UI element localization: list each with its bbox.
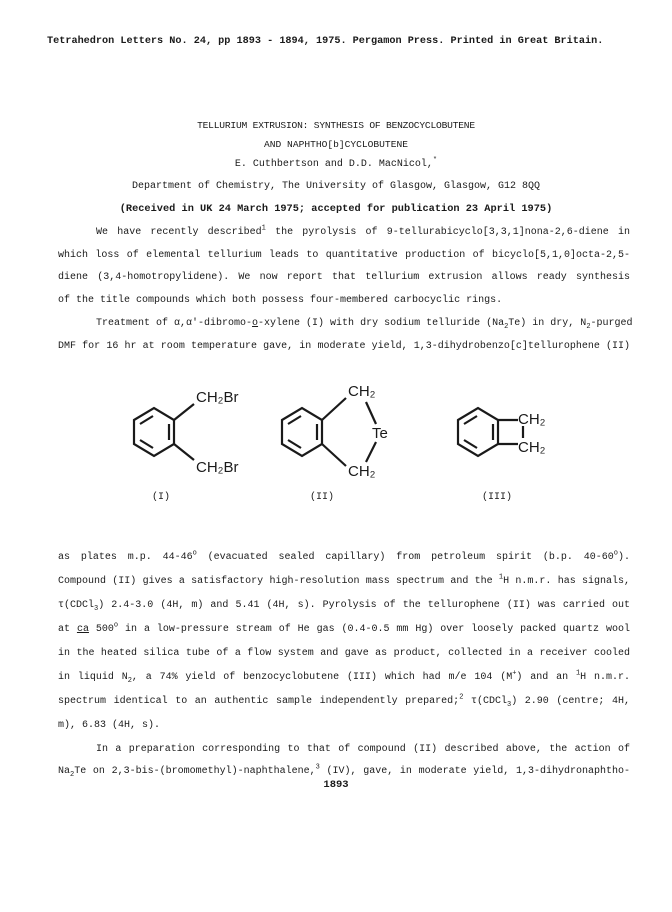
structure-III-bottom-group: CH₂ xyxy=(518,439,546,456)
para3-line5: in the heated silica tube of a flow system and gave as product, collected in a receiver cooled xyxy=(58,648,630,659)
structure-I xyxy=(134,404,194,460)
chemical-structures-figure xyxy=(120,372,560,512)
received-dates: (Received in UK 24 March 1975; accepted for publication 23 April 1975) xyxy=(119,203,553,215)
structure-II-bottom-group: CH₂ xyxy=(348,463,376,480)
para3-line7: spectrum identical to an authentic sample independently prepared;$^2$ τ(CDCl$_3$) 2.90 (centre; 4H, xyxy=(58,693,630,709)
corresponding-author-mark: * xyxy=(432,156,438,165)
para3-line6: in liquid $N_2$, a 74% yield of benzocyclobutene (III) which had m/e 104 (M+) and an $^1$H n.m.r. xyxy=(58,669,631,685)
label-compound-III: (III) xyxy=(482,492,513,503)
para3-line4: at ca 500$^o$ in a low-pressure stream of He gas (0.4-0.5 mm Hg) over loosely packed quartz wool xyxy=(58,621,630,635)
structure-III xyxy=(458,408,523,456)
ref-1: 1 xyxy=(261,224,266,233)
label-compound-I: (I) xyxy=(152,492,171,503)
para1-line3: diene (3,4-homotropylidene). We now report that tellurium extrusion allows ready synthesis xyxy=(58,272,630,283)
para4-line2: $Na_2Te$ on 2,3-bis-(bromomethyl)-naphthalene,$^3$ (IV), gave, in moderate yield, 1,3-dihydronaphtho- xyxy=(58,763,630,779)
para3-line3: τ(CDCl$_3$) 2.4-3.0 (4H, m) and 5.41 (4H, s). Pyrolysis of the tellurophene (II) was carried out xyxy=(58,600,630,613)
para4-line1: In a preparation corresponding to that of compound (II) described above, the action of xyxy=(96,744,630,755)
affiliation: Department of Chemistry, The University of Glasgow, Glasgow, G12 8QQ xyxy=(131,181,541,192)
journal-header: Tetrahedron Letters No. 24, pp 1893 - 1894, 1975. Pergamon Press. Printed in Great Britain. xyxy=(47,36,604,47)
para3-line1: as plates m.p. 44-46$^o$ (evacuated sealed capillary) from petroleum spirit (b.p. 40-60$^o$). xyxy=(58,549,630,563)
para2-line2: DMF for 16 hr at room temperature gave, in moderate yield, 1,3-dihydrobenzo[c]tellurophene (II) xyxy=(58,341,630,352)
article-title-line2: AND NAPHTHO[b]CYCLOBUTENE xyxy=(264,139,408,150)
structure-II-top-group: CH₂ xyxy=(348,383,376,400)
structure-I-bottom-group: CH₂Br xyxy=(196,459,239,476)
structure-II-tellurium: Te xyxy=(372,425,388,442)
structure-III-top-group: CH₂ xyxy=(518,411,546,428)
authors xyxy=(0,156,672,170)
structure-II xyxy=(282,398,376,466)
para1-line1: We have recently described$^1$ the pyrolysis of 9-tellurabicyclo[3,3,1]nona-2,6-diene in xyxy=(96,224,630,238)
para1-line2: which loss of elemental tellurium leads to quantitative production of bicyclo[5,1,0]octa-2,5- xyxy=(58,250,630,261)
para1-line4: of the title compounds which both possess four-membered carbocyclic rings. xyxy=(58,295,503,306)
label-compound-II: (II) xyxy=(310,492,335,503)
structure-I-top-group: CH₂Br xyxy=(196,389,239,406)
author-names: E. Cuthbertson and D.D. MacNicol, xyxy=(234,159,433,170)
article-title-line1: TELLURIUM EXTRUSION: SYNTHESIS OF BENZOCYCLOBUTENE xyxy=(197,120,475,131)
para3-line8: m), 6.83 (4H, s). xyxy=(58,720,161,731)
para3-line2: Compound (II) gives a satisfactory high-resolution mass spectrum and the $^1$H n.m.r. has signals, xyxy=(58,573,630,587)
page-number: 1893 xyxy=(323,779,349,791)
para2-line1: Treatment of α,α'-dibromo-o-xylene (I) with dry sodium telluride $(Na_2Te)$ in dry, $N_2$-purged xyxy=(96,318,633,331)
